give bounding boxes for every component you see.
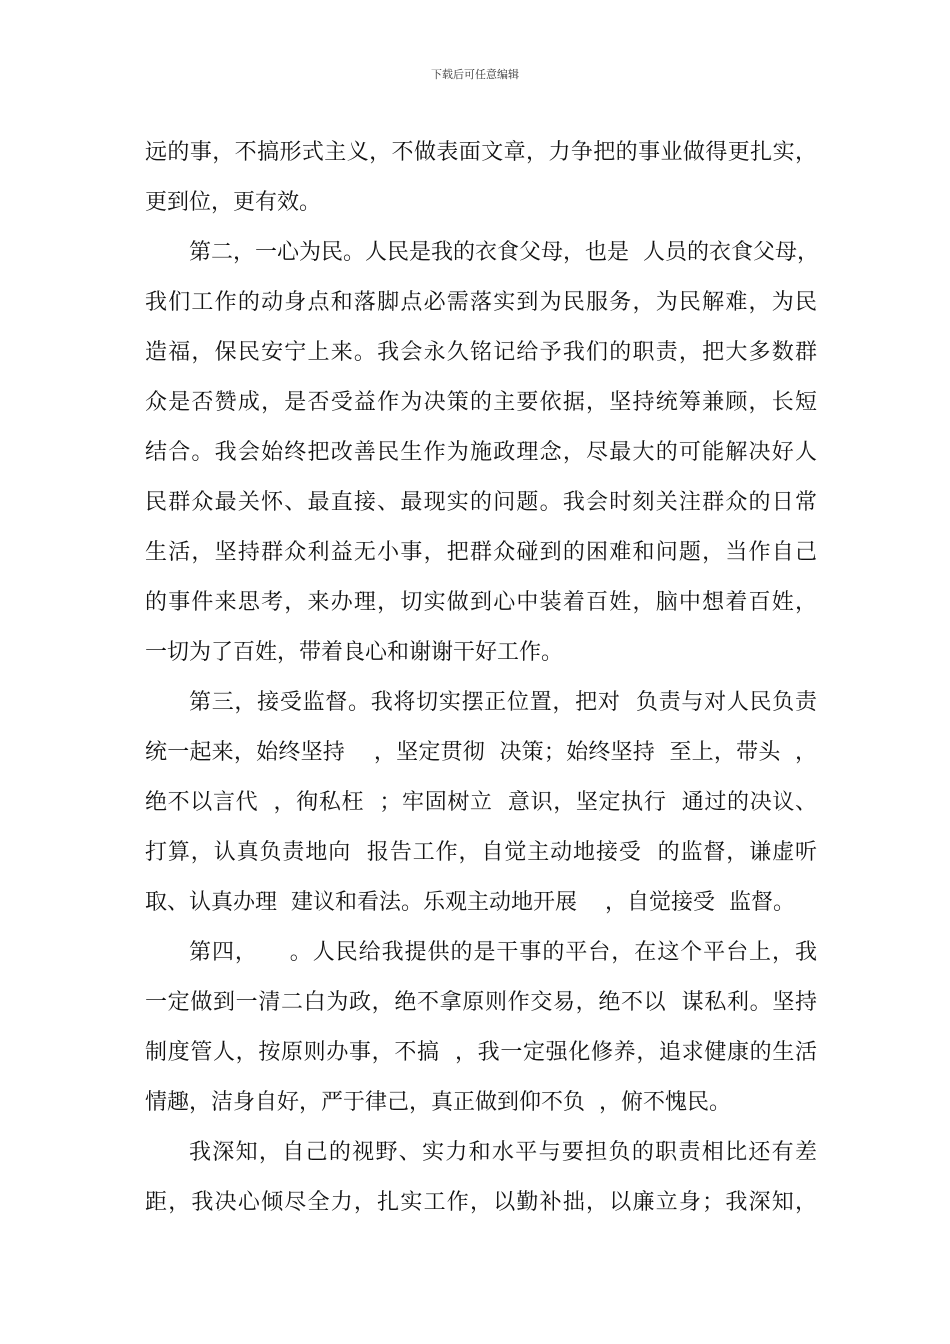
- page-header: 下载后可任意编辑: [431, 68, 519, 81]
- paragraph-start-line: 我深知，自己的视野、实力和水平与要担负的职责相比还有差: [189, 1140, 817, 1165]
- text-line: 打算，认真负责地向 报告工作，自觉主动地接受 的监督，谦虚听: [145, 840, 817, 865]
- text-line: 一切为了百姓，带着良心和谢谢干好工作。: [145, 640, 564, 665]
- text-line: 我们工作的动身点和落脚点必需落实到为民服务，为民解难，为民: [145, 290, 817, 315]
- text-line: 结合。我会始终把改善民生作为施政理念，尽最大的可能解决好人: [145, 440, 817, 465]
- text-line: 造福，保民安宁上来。我会永久铭记给予我们的职责，把大多数群: [145, 340, 817, 365]
- document-body: [145, 128, 817, 1228]
- text-line: 民群众最关怀、最直接、最现实的问题。我会时刻关注群众的日常: [145, 490, 817, 515]
- text-line: 制度管人，按原则办事，不搞 ，我一定强化修养，追求健康的生活: [145, 1040, 817, 1065]
- paragraph-start-line: 第三，接受监督。我将切实摆正位置，把对 负责与对人民负责: [189, 690, 817, 715]
- text-line: 一定做到一清二白为政，绝不拿原则作交易，绝不以 谋私利。坚持: [145, 990, 817, 1015]
- text-line: 远的事，不搞形式主义，不做表面文章，力争把的事业做得更扎实，: [145, 140, 817, 165]
- paragraph-start-line: 第四， 。人民给我提供的是干事的平台，在这个平台上，我: [189, 940, 817, 965]
- text-line: 更到位，更有效。: [145, 190, 322, 215]
- text-line: 众是否赞成，是否受益作为决策的主要依据，坚持统筹兼顾，长短: [145, 390, 817, 415]
- text-line: 绝不以言代 ，徇私枉 ；牢固树立 意识，坚定执行 通过的决议、: [145, 790, 817, 815]
- text-line: 的事件来思考，来办理，切实做到心中装着百姓，脑中想着百姓，: [145, 590, 817, 615]
- paragraph-start-line: 第二，一心为民。人民是我的衣食父母，也是 人员的衣食父母，: [189, 240, 819, 265]
- text-line: 生活，坚持群众利益无小事，把群众碰到的困难和问题，当作自己: [145, 540, 817, 565]
- text-line: 统一起来，始终坚持 ，坚定贯彻 决策；始终坚持 至上，带头 ，: [145, 740, 817, 765]
- text-line: 取、认真办理 建议和看法。乐观主动地开展 ，自觉接受 监督。: [145, 890, 795, 915]
- text-line: 距，我决心倾尽全力，扎实工作，以勤补拙，以廉立身；我深知，: [145, 1190, 817, 1215]
- text-line: 情趣，洁身自好，严于律己，真正做到仰不负 ，俯不愧民。: [145, 1090, 731, 1115]
